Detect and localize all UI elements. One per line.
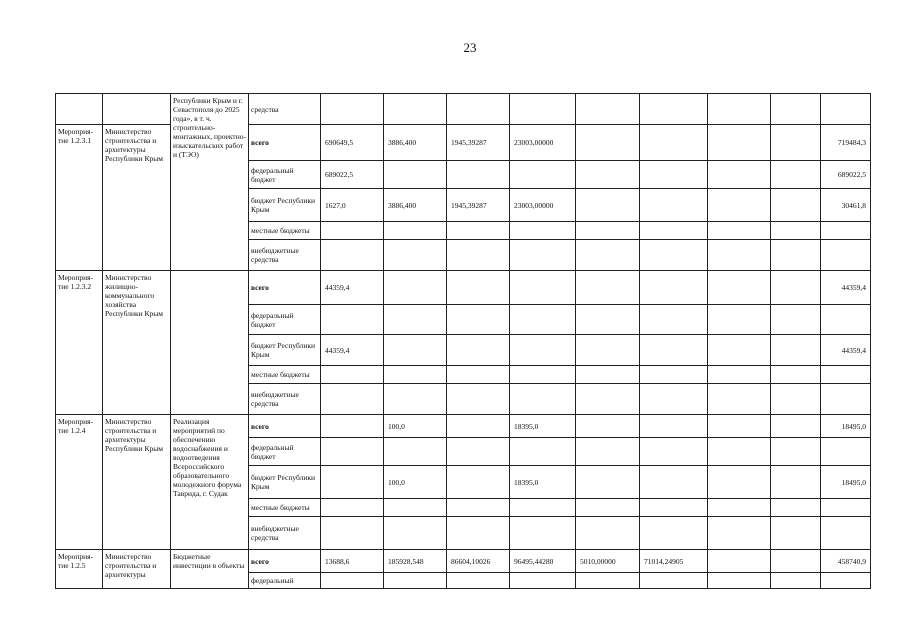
value-cell: [576, 466, 640, 499]
value-cell: [447, 305, 510, 335]
source-cell: федеральный бюджет: [249, 161, 321, 189]
value-cell: 96495,44280: [510, 550, 576, 573]
total-cell: 719484,3: [821, 125, 871, 161]
value-cell: [640, 189, 708, 222]
value-cell: [447, 161, 510, 189]
value-cell: [771, 466, 821, 499]
value-cell: 44359,4: [321, 271, 384, 305]
table-row: [56, 550, 871, 573]
value-cell: [576, 366, 640, 384]
total-cell: 44359,4: [821, 335, 871, 366]
value-cell: 18395,0: [510, 415, 576, 438]
value-cell: [510, 222, 576, 240]
total-cell: 44359,4: [821, 271, 871, 305]
value-cell: [708, 466, 771, 499]
value-cell: [576, 240, 640, 271]
value-cell: [771, 550, 821, 573]
value-cell: [447, 222, 510, 240]
source-cell: всего: [249, 125, 321, 161]
value-cell: [321, 240, 384, 271]
value-cell: [447, 384, 510, 415]
value-cell: [576, 222, 640, 240]
total-cell: [821, 240, 871, 271]
value-cell: [640, 466, 708, 499]
value-cell: [708, 189, 771, 222]
value-cell: [640, 366, 708, 384]
value-cell: [771, 240, 821, 271]
value-cell: [321, 384, 384, 415]
total-cell: 458740,9: [821, 550, 871, 573]
executor-cell: Министерство жилищно-коммунального хозяйства Республики Крым: [103, 271, 171, 415]
value-cell: [771, 384, 821, 415]
value-cell: 86604,10026: [447, 550, 510, 573]
value-cell: [384, 305, 447, 335]
total-cell: [821, 517, 871, 550]
value-cell: [771, 499, 821, 517]
table-body: [56, 94, 871, 589]
total-cell: [821, 222, 871, 240]
value-cell: [384, 222, 447, 240]
value-cell: [576, 271, 640, 305]
value-cell: [708, 125, 771, 161]
table-row: [56, 94, 871, 125]
source-cell: всего: [249, 271, 321, 305]
value-cell: 185928,548: [384, 550, 447, 573]
value-cell: [510, 335, 576, 366]
value-cell: [384, 335, 447, 366]
description-cell: Реализация мероприятий по обеспечению водоснабжения и водоотведения Всероссийского образовательного молодежного форума Таврида, г. Судак: [171, 415, 249, 550]
value-cell: [576, 573, 640, 589]
value-cell: [771, 189, 821, 222]
source-cell: местные бюджеты: [249, 499, 321, 517]
value-cell: [708, 240, 771, 271]
value-cell: [708, 271, 771, 305]
value-cell: [576, 415, 640, 438]
executor-cell: Министерство строительства и архитектуры: [103, 550, 171, 589]
value-cell: [576, 335, 640, 366]
value-cell: 100,0: [384, 466, 447, 499]
value-cell: [510, 161, 576, 189]
value-cell: [576, 438, 640, 466]
value-cell: [640, 271, 708, 305]
value-cell: [384, 438, 447, 466]
value-cell: [708, 438, 771, 466]
value-cell: 3886,400: [384, 189, 447, 222]
value-cell: [321, 366, 384, 384]
value-cell: [771, 125, 821, 161]
value-cell: [447, 573, 510, 589]
value-cell: [640, 517, 708, 550]
value-cell: [447, 517, 510, 550]
value-cell: 18395,0: [510, 466, 576, 499]
value-cell: [447, 466, 510, 499]
value-cell: [510, 384, 576, 415]
total-cell: [821, 366, 871, 384]
total-cell: 18495,0: [821, 466, 871, 499]
value-cell: [321, 222, 384, 240]
value-cell: [640, 125, 708, 161]
value-cell: [510, 573, 576, 589]
value-cell: [447, 335, 510, 366]
value-cell: [708, 366, 771, 384]
value-cell: [321, 517, 384, 550]
page-number: 23: [463, 40, 477, 55]
value-cell: [708, 384, 771, 415]
value-cell: [771, 222, 821, 240]
value-cell: [384, 271, 447, 305]
value-cell: [771, 366, 821, 384]
value-cell: [510, 366, 576, 384]
value-cell: [447, 415, 510, 438]
value-cell: [708, 415, 771, 438]
source-cell: средства: [249, 94, 321, 125]
value-cell: 3886,400: [384, 125, 447, 161]
value-cell: [384, 240, 447, 271]
value-cell: 1945,39287: [447, 125, 510, 161]
value-cell: 1945,39287: [447, 189, 510, 222]
value-cell: [576, 189, 640, 222]
value-cell: [771, 271, 821, 305]
value-cell: [708, 161, 771, 189]
value-cell: [447, 271, 510, 305]
value-cell: [771, 335, 821, 366]
source-cell: федеральный бюджет: [249, 438, 321, 466]
value-cell: [708, 517, 771, 550]
measure-id-cell: Мероприя-тие 1.2.5: [56, 550, 103, 589]
executor-cell: Министерство строительства и архитектуры Республики Крым: [103, 415, 171, 550]
value-cell: [576, 517, 640, 550]
value-cell: [771, 517, 821, 550]
source-cell: бюджет Республики Крым: [249, 466, 321, 499]
source-cell: внебюджетные средства: [249, 517, 321, 550]
value-cell: [321, 415, 384, 438]
source-cell: внебюджетные средства: [249, 240, 321, 271]
value-cell: [640, 384, 708, 415]
source-cell: местные бюджеты: [249, 222, 321, 240]
measure-id-cell: Мероприя-тие 1.2.3.2: [56, 271, 103, 415]
source-cell: бюджет Республики Крым: [249, 189, 321, 222]
value-cell: 100,0: [384, 415, 447, 438]
value-cell: [640, 240, 708, 271]
total-cell: [821, 438, 871, 466]
value-cell: [708, 305, 771, 335]
value-cell: [640, 222, 708, 240]
value-cell: [447, 438, 510, 466]
value-cell: [321, 573, 384, 589]
value-cell: [708, 550, 771, 573]
value-cell: [384, 161, 447, 189]
value-cell: [384, 366, 447, 384]
source-cell: всего: [249, 550, 321, 573]
source-cell: внебюджетные средства: [249, 384, 321, 415]
value-cell: [576, 499, 640, 517]
value-cell: [576, 305, 640, 335]
source-cell: всего: [249, 415, 321, 438]
measure-id-cell: Мероприя-тие 1.2.3.1: [56, 125, 103, 271]
executor-cell: [103, 94, 171, 125]
id-cell: [56, 94, 103, 125]
value-cell: [384, 517, 447, 550]
value-cell: [708, 222, 771, 240]
value-cell: [576, 384, 640, 415]
value-cell: 13688,6: [321, 550, 384, 573]
value-cell: 71014,24905: [640, 550, 708, 573]
total-cell: 30461,8: [821, 189, 871, 222]
measure-id-cell: Мероприя-тие 1.2.4: [56, 415, 103, 550]
value-cell: 5010,00000: [576, 550, 640, 573]
value-cell: 23003,00000: [510, 125, 576, 161]
budget-table: [55, 93, 871, 589]
description-cell: Бюджетные инвестиции в объекты: [171, 550, 249, 589]
executor-cell: Министерство строительства и архитектуры Республики Крым: [103, 125, 171, 271]
value-cell: 44359,4: [321, 335, 384, 366]
value-cell: [510, 305, 576, 335]
value-cell: [771, 415, 821, 438]
value-cell: [384, 499, 447, 517]
value-cell: [510, 240, 576, 271]
value-cell: [321, 466, 384, 499]
value-cell: 23003,00000: [510, 189, 576, 222]
source-cell: бюджет Республики Крым: [249, 335, 321, 366]
value-cell: [321, 305, 384, 335]
value-cell: [708, 573, 771, 589]
source-cell: федеральный: [249, 573, 321, 589]
value-cell: [640, 161, 708, 189]
value-cell: [771, 305, 821, 335]
description-cell: [171, 271, 249, 415]
value-cell: 1627,0: [321, 189, 384, 222]
value-cell: [576, 161, 640, 189]
value-cell: [447, 499, 510, 517]
value-cell: [447, 240, 510, 271]
value-cell: 689022,5: [321, 161, 384, 189]
table-row: [56, 415, 871, 438]
value-cell: [384, 573, 447, 589]
value-cell: [771, 161, 821, 189]
value-cell: 690649,5: [321, 125, 384, 161]
description-cell: Республики Крым и г. Севастополя до 2025 года», в т. ч. строительно-монтажных, проектно-изыскательских работ и (ТЭО): [171, 94, 249, 271]
value-cell: [640, 415, 708, 438]
value-cell: [640, 305, 708, 335]
value-cell: [708, 499, 771, 517]
value-cell: [510, 271, 576, 305]
total-cell: 18495,0: [821, 415, 871, 438]
source-cell: местные бюджеты: [249, 366, 321, 384]
value-cell: [771, 573, 821, 589]
value-cell: [510, 499, 576, 517]
total-cell: [821, 499, 871, 517]
value-cell: [640, 335, 708, 366]
source-cell: федеральный бюджет: [249, 305, 321, 335]
value-cell: [321, 438, 384, 466]
value-cell: [640, 438, 708, 466]
value-cell: [771, 438, 821, 466]
total-cell: [821, 384, 871, 415]
table-row: [56, 271, 871, 305]
value-cell: [510, 517, 576, 550]
value-cell: [640, 499, 708, 517]
value-cell: [384, 384, 447, 415]
value-cell: [708, 335, 771, 366]
value-cell: [640, 573, 708, 589]
total-cell: [821, 573, 871, 589]
total-cell: 689022,5: [821, 161, 871, 189]
value-cell: [510, 438, 576, 466]
value-cell: [576, 125, 640, 161]
value-cell: [321, 499, 384, 517]
total-cell: [821, 305, 871, 335]
value-cell: [447, 366, 510, 384]
